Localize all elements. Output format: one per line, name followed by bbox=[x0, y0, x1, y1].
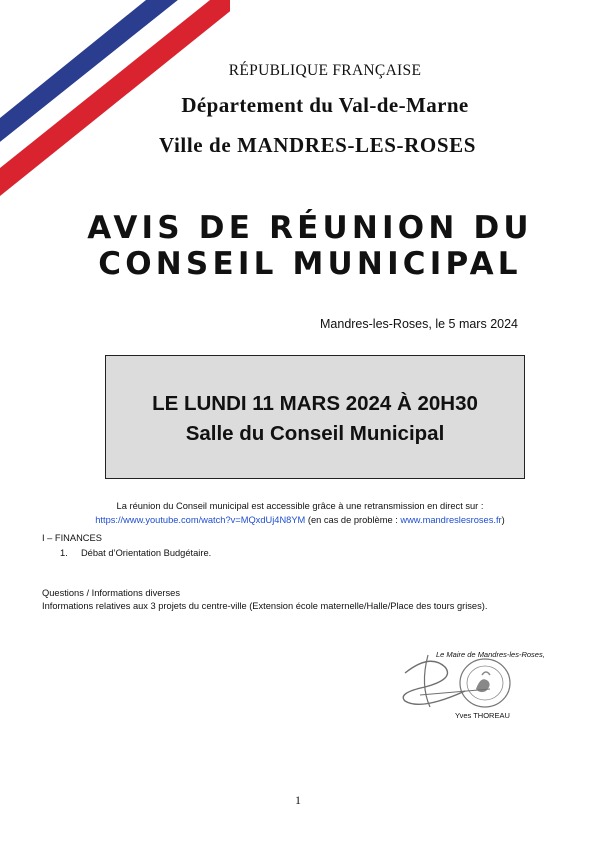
dateline: Mandres-les-Roses, le 5 mars 2024 bbox=[320, 317, 518, 331]
signature-name: Yves THOREAU bbox=[455, 711, 510, 720]
signature-label: Le Maire de Mandres-les-Roses, bbox=[436, 650, 545, 659]
agenda-item-label: Débat d’Orientation Budgétaire. bbox=[80, 548, 212, 558]
notice-title-line1: AVIS DE RÉUNION DU bbox=[87, 210, 533, 246]
questions-text: Informations relatives aux 3 projets du centre-ville (Extension école maternelle/Halle/Place des tours grises). bbox=[42, 601, 488, 611]
page-number: 1 bbox=[295, 793, 301, 807]
fallback-prefix: (en cas de problème : bbox=[305, 515, 401, 525]
meeting-box bbox=[105, 355, 525, 479]
meeting-datetime: LE LUNDI 11 MARS 2024 À 20H30 bbox=[152, 392, 478, 415]
broadcast-notice bbox=[40, 499, 560, 527]
city-heading: Ville de MANDRES-LES-ROSES bbox=[158, 133, 477, 157]
fallback-suffix: ) bbox=[501, 515, 505, 525]
broadcast-text: La réunion du Conseil municipal est accessible grâce à une retransmission en direct sur : bbox=[116, 501, 484, 511]
website-link[interactable]: www.mandreslesroses.fr bbox=[400, 515, 502, 525]
notice-title bbox=[40, 210, 580, 282]
republic-heading: RÉPUBLIQUE FRANÇAISE bbox=[228, 62, 422, 79]
agenda-section-title: I – FINANCES bbox=[42, 533, 102, 543]
agenda-item-number: 1. bbox=[60, 548, 68, 558]
youtube-link[interactable]: https://www.youtube.com/watch?v=MQxdUj4N8YM bbox=[95, 515, 306, 525]
notice-title-line2: CONSEIL MUNICIPAL bbox=[98, 246, 522, 282]
broadcast-links-line bbox=[40, 513, 560, 527]
agenda-item bbox=[60, 548, 211, 558]
department-heading: Département du Val-de-Marne bbox=[181, 93, 469, 117]
meeting-location: Salle du Conseil Municipal bbox=[185, 422, 445, 445]
questions-title: Questions / Informations diverses bbox=[42, 588, 180, 598]
